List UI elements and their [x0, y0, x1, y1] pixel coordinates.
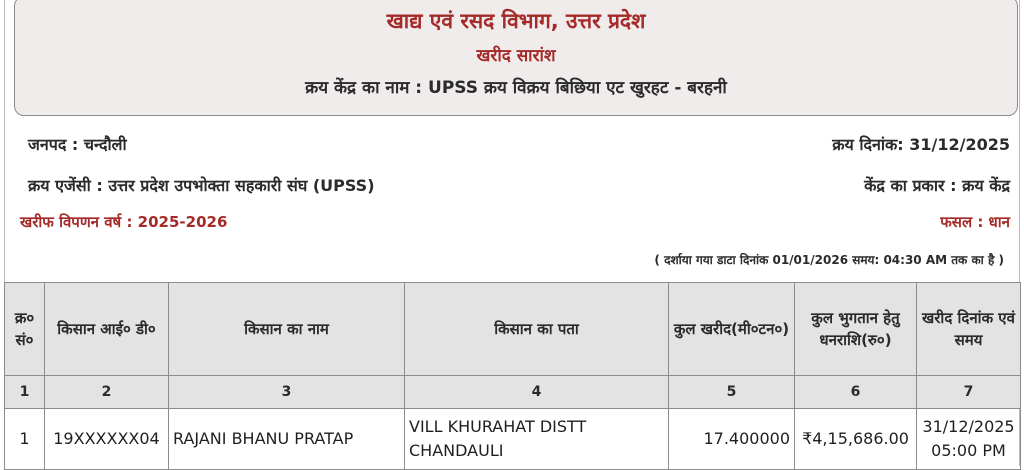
cell-quantity: 17.400000	[669, 409, 795, 470]
column-number: 4	[405, 376, 669, 409]
purchase-summary-table	[4, 282, 1021, 470]
column-number: 6	[795, 376, 917, 409]
column-number: 5	[669, 376, 795, 409]
column-number-row	[5, 376, 1021, 409]
agency-label: क्रय एजेंसी : उत्तर प्रदेश उपभोक्ता सहकारी संघ (UPSS)	[28, 176, 375, 195]
cell-farmer-name: RAJANI BHANU PRATAP	[169, 409, 405, 470]
cell-farmer-address: VILL KHURAHAT DISTT CHANDAULI	[405, 409, 669, 470]
header-payment-amount: कुल भुगतान हेतु धनराशि(रु०)	[795, 283, 917, 376]
header-farmer-id: किसान आई० डी०	[45, 283, 169, 376]
header-panel	[14, 0, 1018, 116]
cell-datetime: 31/12/2025 05:00 PM	[917, 409, 1021, 470]
purchase-date-label: क्रय दिनांक: 31/12/2025	[832, 135, 1010, 154]
cell-farmer-id: 19XXXXXX04	[45, 409, 169, 470]
report-subtitle: खरीद सारांश	[476, 46, 556, 66]
table-row	[5, 409, 1021, 470]
data-timestamp-note: ( दर्शाया गया डाटा दिनांक 01/01/2026 समय: 04:30 AM तक का है )	[654, 253, 1004, 267]
header-purchase-datetime: खरीद दिनांक एवं समय	[917, 283, 1021, 376]
table-header-row	[5, 283, 1021, 376]
centre-type-label: केंद्र का प्रकार : क्रय केंद्र	[864, 176, 1010, 195]
cell-amount: ₹4,15,686.00	[795, 409, 917, 470]
column-number: 1	[5, 376, 45, 409]
header-farmer-address: किसान का पता	[405, 283, 669, 376]
column-number: 7	[917, 376, 1021, 409]
header-total-purchase: कुल खरीद(मी०टन०)	[669, 283, 795, 376]
header-serial: क्र० सं०	[5, 283, 45, 376]
department-title: खाद्य एवं रसद विभाग, उत्तर प्रदेश	[386, 9, 646, 33]
header-farmer-name: किसान का नाम	[169, 283, 405, 376]
cell-serial: 1	[5, 409, 45, 470]
marketing-year-label: खरीफ विपणन वर्ष : 2025-2026	[20, 213, 228, 231]
column-number: 2	[45, 376, 169, 409]
column-number: 3	[169, 376, 405, 409]
crop-label: फसल : धान	[940, 213, 1010, 231]
purchase-centre-name: क्रय केंद्र का नाम : UPSS क्रय विक्रय बिछिया एट खुरहट - बरहनी	[305, 78, 727, 98]
district-label: जनपद : चन्दौली	[28, 135, 127, 154]
